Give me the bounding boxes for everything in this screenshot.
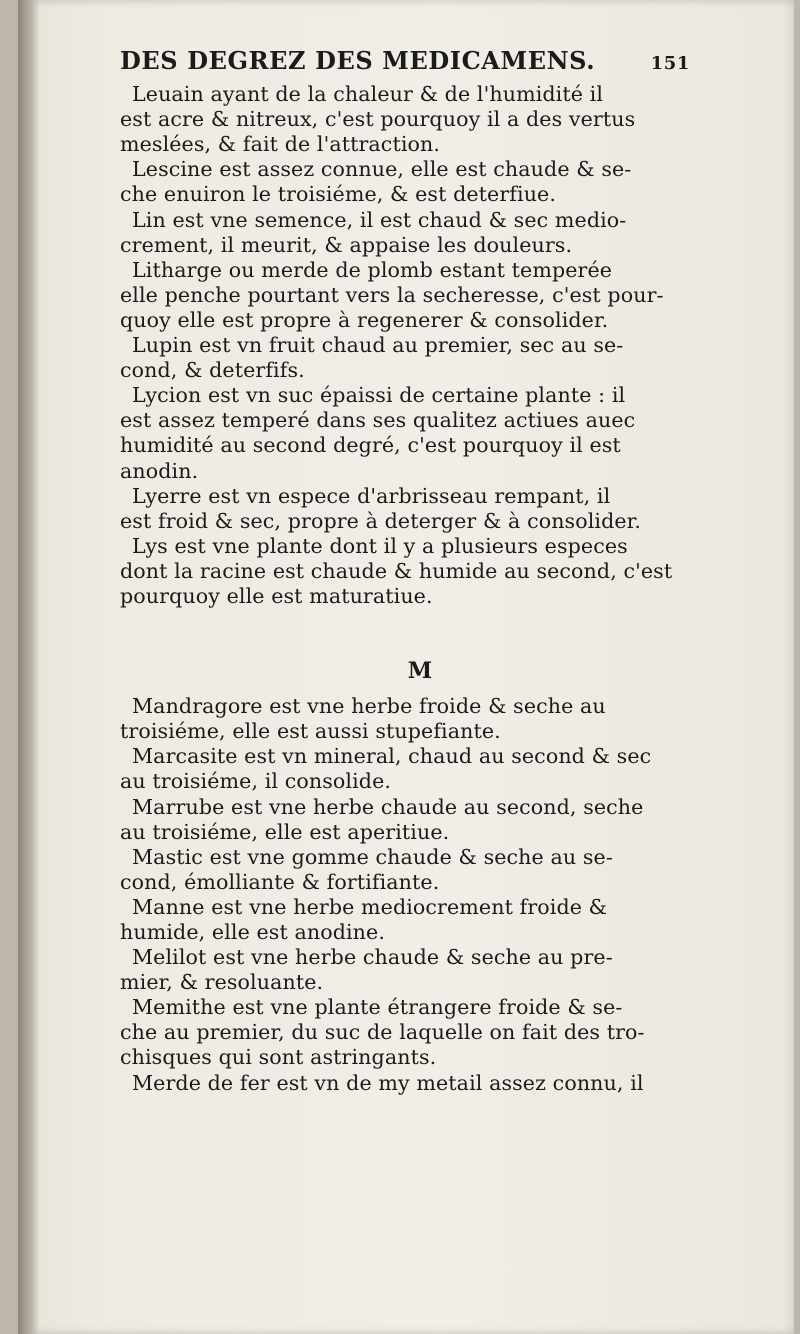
entry-litharge <box>120 258 690 333</box>
text-line: Lys est vne plante dont il y a plusieurs especes <box>132 533 628 558</box>
entry-lescine <box>120 157 690 207</box>
text-line: pourquoy elle est maturatiue. <box>120 583 433 608</box>
text-line: Leuain ayant de la chaleur & de l'humidité il <box>132 82 604 107</box>
entry-lupin <box>120 333 690 383</box>
entry-lyerre <box>120 484 690 534</box>
entry-manne <box>120 895 690 945</box>
text-line: Melilot est vne herbe chaude & seche au pre- <box>132 945 613 970</box>
entry-mandragore <box>120 694 690 744</box>
text-line: Merde de fer est vn de my metail assez connu, il <box>132 1070 644 1095</box>
text-line: au troisiéme, elle est aperitiue. <box>120 819 450 844</box>
text-line: che enuiron le troisiéme, & est deterfiue. <box>120 182 556 207</box>
book-page <box>18 0 794 1334</box>
text-line: mier, & resoluante. <box>120 970 324 995</box>
entry-levain <box>120 82 690 157</box>
text-line: est acre & nitreux, c'est pourquoy il a des vertus <box>120 107 636 132</box>
text-line: humide, elle est anodine. <box>120 920 385 944</box>
entry-lin <box>120 208 690 258</box>
text-line: crement, il meurit, & appaise les douleurs. <box>120 232 573 257</box>
entry-marcasite <box>120 744 690 794</box>
text-line: au troisiéme, il consolide. <box>120 769 392 794</box>
section-letter: M <box>407 658 433 685</box>
book-spine <box>18 0 40 1334</box>
page-text <box>120 48 690 1096</box>
entry-merde-de-fer <box>120 1071 690 1096</box>
text-line: chisques qui sont astringants. <box>120 1045 437 1070</box>
text-line: Mandragore est vne herbe froide & seche au <box>132 694 606 719</box>
text-line: dont la racine est chaude & humide au second, c'est <box>120 558 673 583</box>
text-line: elle penche pourtant vers la secheresse, c'est pour- <box>120 282 664 307</box>
entry-lys <box>120 534 690 609</box>
text-line: est assez temperé dans ses qualitez actiues auec <box>120 408 636 433</box>
text-line: humidité au second degré, c'est pourquoy il est <box>120 433 621 458</box>
text-line: meslées, & fait de l'attraction. <box>120 132 441 157</box>
text-line: che au premier, du suc de laquelle on fait des tro- <box>120 1020 645 1045</box>
text-line: Lupin est vn fruit chaud au premier, sec au se- <box>132 333 624 358</box>
text-line: troisiéme, elle est aussi stupefiante. <box>120 719 501 744</box>
entry-lycion <box>120 383 690 483</box>
entry-melilot <box>120 945 690 995</box>
text-line: Lyerre est vn espece d'arbrisseau rempant, il <box>132 483 611 508</box>
entry-memithe <box>120 995 690 1070</box>
text-line: est froid & sec, propre à deterger & à consolider. <box>120 508 641 533</box>
text-line: Lescine est assez connue, elle est chaude & se- <box>132 157 632 182</box>
text-line: Marcasite est vn mineral, chaud au second & sec <box>132 744 652 769</box>
text-line: quoy elle est propre à regenerer & consolider. <box>120 307 609 332</box>
text-line: Memithe est vne plante étrangere froide & se- <box>132 995 623 1020</box>
text-line: Mastic est vne gomme chaude & seche au se- <box>132 844 613 869</box>
text-line: Lin est vne semence, il est chaud & sec medio- <box>132 207 627 232</box>
text-line: anodin. <box>120 458 199 483</box>
section-gap <box>120 609 690 645</box>
text-line: Marrube est vne herbe chaude au second, seche <box>132 794 644 819</box>
text-line: Lycion est vn suc épaissi de certaine plante : il <box>132 383 626 408</box>
running-title: DES DEGREZ DES MEDICAMENS. <box>120 46 596 75</box>
text-line: cond, émolliante & fortifiante. <box>120 869 440 894</box>
text-line: Manne est vne herbe mediocrement froide & <box>132 894 608 919</box>
text-line: Litharge ou merde de plomb estant temperée <box>132 257 613 282</box>
running-header <box>120 48 690 76</box>
text-line: cond, & deterfifs. <box>120 358 305 383</box>
page-number: 151 <box>650 53 690 74</box>
entry-marrube <box>120 795 690 845</box>
entry-mastic <box>120 845 690 895</box>
